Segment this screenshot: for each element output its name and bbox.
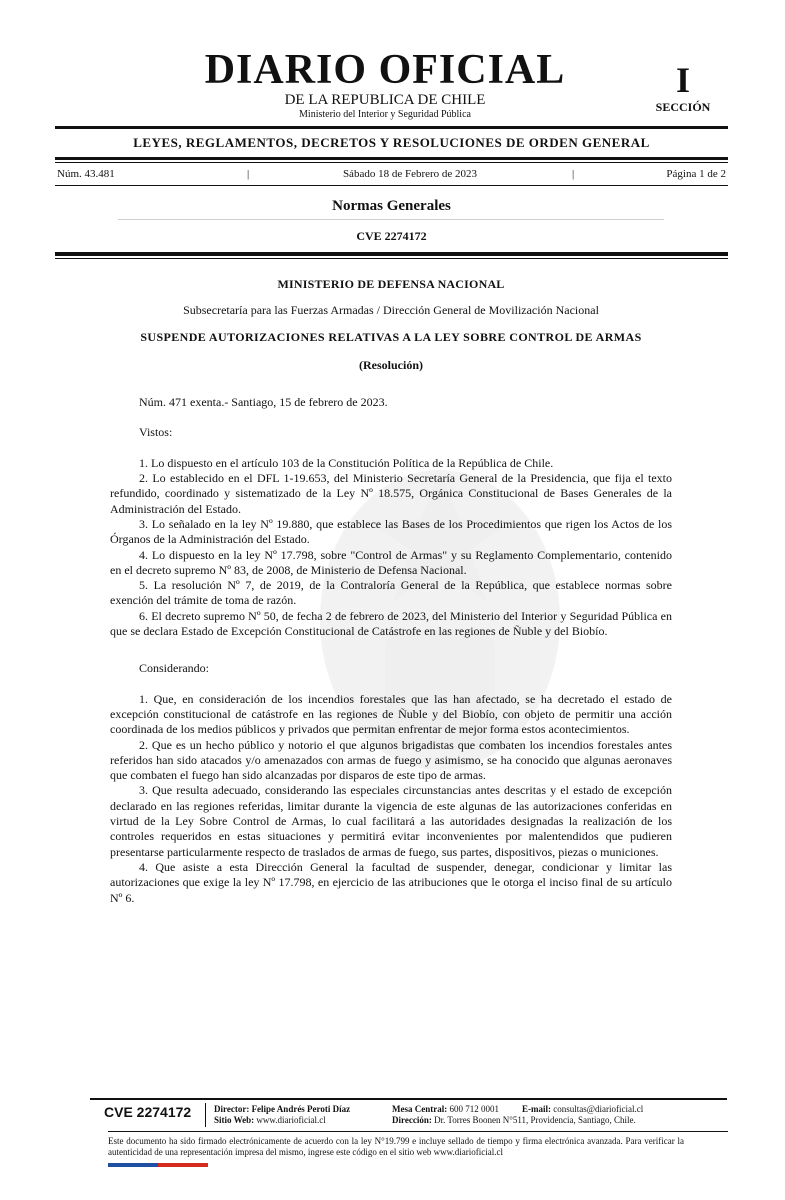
flag-blue-stripe <box>108 1163 158 1167</box>
vistos-item: 6. El decreto supremo Nº 50, de fecha 2 de febrero de 2023, del Ministerio del Interior y Seguridad Pública en que se declara Estado de Excepción Constitucional de Catástrofe en las regiones de Ñuble y del Biobío. <box>110 608 672 639</box>
issue-number: Núm. 43.481 <box>57 168 115 180</box>
considerando-item: 3. Que resulta adecuado, considerando las especiales circunstancias antes descritas y el estado de excepción declarado en las regiones referidas, limitar durante la vigencia de este algunas de las autorizaciones conferidas en virtud de la Ley Sobre Control de Armas, lo cual facilitará a las autoridades designadas la realización de los controles requeridos en estas situaciones y permitirá evitar inconvenientes por malentendidos que pudieren presentarse particularmente respecto de traslados de armas de fuego, sus partes, dispositivos, piezas o municiones. <box>110 783 672 859</box>
masthead-ministry: Ministerio del Interior y Seguridad Pública <box>299 109 471 120</box>
considerando-item: 4. Que asiste a esta Dirección General la facultad de suspender, denegar, condicionar y limitar las autorizaciones que exige la ley Nº 17.798, en ejercicio de las atribuciones que le otorga el inciso final de su artículo Nº 6. <box>110 859 672 905</box>
footer-rule-secondary <box>108 1131 728 1132</box>
document-type: (Resolución) <box>359 357 423 372</box>
mesa-label: Mesa Central: <box>392 1104 448 1114</box>
footer-divider <box>205 1103 206 1127</box>
masthead-rule <box>55 126 728 129</box>
considerando-label: Considerando: <box>139 661 209 676</box>
cve-code: CVE 2274172 <box>356 229 427 243</box>
section-heading: Normas Generales <box>332 198 451 214</box>
email-label: E-mail: <box>522 1104 551 1114</box>
issue-date: Sábado 18 de Febrero de 2023 <box>342 168 478 180</box>
category-heading: LEYES, REGLAMENTOS, DECRETOS Y RESOLUCIONES DE ORDEN GENERAL <box>133 135 650 150</box>
header-rule-thick <box>55 252 728 256</box>
category-rule-top <box>55 157 728 160</box>
info-separator: | <box>572 168 575 180</box>
flag-stripe-icon <box>108 1163 208 1167</box>
footer-cve-code: CVE 2274172 <box>104 1104 192 1120</box>
document-title: SUSPENDE AUTORIZACIONES RELATIVAS A LA LEY SOBRE CONTROL DE ARMAS <box>140 329 642 344</box>
director-label: Director: <box>214 1104 250 1114</box>
masthead-subtitle: DE LA REPUBLICA DE CHILE <box>284 92 486 108</box>
resolution-number: Núm. 471 exenta.- Santiago, 15 de febrero de 2023. <box>139 395 388 410</box>
vistos-item: 4. Lo dispuesto en la ley Nº 17.798, sobre "Control de Armas" y su Reglamento Complementario, contenido en el decreto supremo Nº 83, de 2008, de Ministerio de Defensa Nacional. <box>110 547 672 577</box>
address-text: Dr. Torres Boonen N°511, Providencia, Santiago, Chile. <box>434 1115 636 1125</box>
flag-red-stripe <box>158 1163 208 1167</box>
footer-email-block <box>522 1104 643 1115</box>
considerando-item: 2. Que es un hecho público y notorio el que algunos brigadistas que combaten los incendios forestales antes referidos han sido atacados y/o amenazados con armas de fuego y asimismo, se ha conocido que algunas aeronaves que combaten el fuego han sido alcanzadas por disparos de este tipo de armas. <box>110 737 672 783</box>
address-label: Dirección: <box>392 1115 432 1125</box>
section-label: SECCIÓN <box>655 100 711 114</box>
subsecretaria: Subsecretaría para las Fuerzas Armadas / Dirección General de Movilización Nacional <box>183 303 599 318</box>
info-separator: | <box>247 168 250 180</box>
section-divider <box>118 219 664 220</box>
footer-signature-note: Este documento ha sido firmado electrónicamente de acuerdo con la ley N°19.799 e incluye sellado de tiempo y firma electrónica avanzada. Para verificar la autenticidad de una representación impresa del mismo, ingrese este código en el sitio web www.diarioficial.cl <box>108 1136 684 1157</box>
vistos-item: 5. La resolución Nº 7, de 2019, de la Contraloría General de la República, que establece normas sobre exención del trámite de toma de razón. <box>110 578 672 608</box>
vistos-list <box>110 456 672 640</box>
website-link[interactable]: www.diarioficial.cl <box>256 1115 326 1125</box>
considerando-item: 1. Que, en consideración de los incendios forestales que las han afectado, se ha decretado el estado de excepción constitucional de catástrofe en las regiones de Ñuble y del Biobío, con objeto de permitir una acción coordinada de los medios públicos y privados que permitan enfrentar de mejor forma estos acontecimientos. <box>110 691 672 737</box>
vistos-item: 3. Lo señalado en la ley Nº 19.880, que establece las Bases de los Procedimientos que rigen los Actos de los Órganos de la Administración del Estado. <box>110 516 672 547</box>
vistos-item: 1. Lo dispuesto en el artículo 103 de la Constitución Política de la República de Chile. <box>139 455 554 470</box>
document-body <box>110 277 672 906</box>
issuing-ministry: MINISTERIO DE DEFENSA NACIONAL <box>277 277 505 291</box>
website-label: Sitio Web: <box>214 1115 255 1125</box>
header-rule-thin <box>55 258 728 259</box>
category-rule-bottom <box>55 162 728 163</box>
issue-info-bar <box>55 166 728 182</box>
mesa-phone: 600 712 0001 <box>449 1104 499 1114</box>
director-name: Felipe Andrés Peroti Díaz <box>251 1104 351 1114</box>
footer-director-block <box>214 1104 350 1126</box>
email-link[interactable]: consultas@diarioficial.cl <box>553 1104 644 1114</box>
footer-rule <box>90 1098 727 1100</box>
vistos-item: 2. Lo establecido en el DFL 1-19.653, del Ministerio Secretaría General de la Presidencia, que fija el texto refundido, coordinado y sistematizado de la Ley Nº 18.575, Orgánica Constitucional de Bases Generales de la Administración del Estado. <box>110 471 672 516</box>
page-number: Página 1 de 2 <box>666 168 726 180</box>
masthead-title: DIARIO OFICIAL <box>204 47 566 93</box>
info-rule <box>55 185 728 186</box>
section-number: I <box>675 60 690 100</box>
considerando-list <box>110 692 672 906</box>
vistos-label: Vistos: <box>139 425 173 440</box>
